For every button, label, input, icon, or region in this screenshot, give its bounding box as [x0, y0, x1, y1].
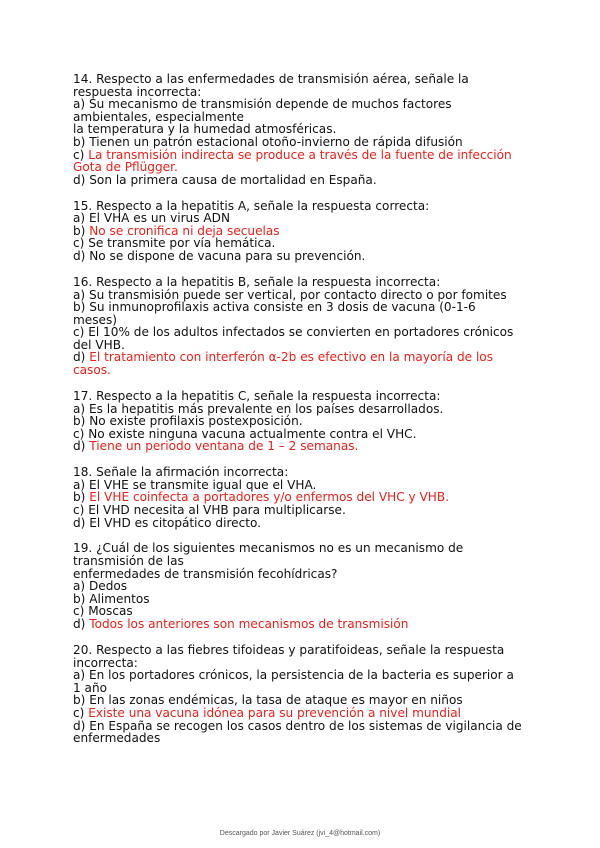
question-stem-line: 18. Señale la afirmación incorrecta: — [73, 465, 289, 480]
highlighted-answer: Tiene un periodo ventana de 1 – 2 semanas. — [89, 439, 359, 454]
question-line: meses) — [73, 312, 117, 327]
question-line: d) Son la primera causa de mortalidad en España. — [73, 172, 377, 187]
question-block — [73, 390, 533, 453]
question-block — [73, 644, 533, 745]
question-line: b) Su inmunoprofilaxis activa consiste en 3 dosis de vacuna (0-1-6 — [73, 300, 476, 315]
question-line: b) Alimentos — [73, 591, 150, 606]
highlighted-answer: El VHE coinfecta a portadores y/o enfermos del VHC y VHB. — [89, 490, 450, 505]
answer-letter: d) — [73, 350, 90, 365]
question-block — [73, 200, 533, 263]
question-line: enfermedades — [73, 731, 161, 746]
download-footer: Descargado por Javier Suárez (jvi_4@hotmail.com) — [219, 830, 381, 837]
question-line: respuesta incorrecta: — [73, 84, 202, 99]
question-block — [73, 542, 533, 630]
question-line: b) No existe profilaxis postexposición. — [73, 414, 303, 429]
question-block — [73, 73, 533, 186]
question-line: d) El VHD es citopático directo. — [73, 515, 262, 530]
question-line: c) El VHD necesita al VHB para multiplicarse. — [73, 503, 346, 517]
question-line: a) Su mecanismo de transmisión depende de muchos factores — [73, 97, 452, 112]
question-line: transmisión de las — [73, 554, 184, 569]
question-line — [73, 440, 533, 453]
question-block — [73, 466, 533, 529]
answer-letter: c) — [73, 147, 89, 162]
answer-letter: d) — [73, 439, 90, 454]
highlighted-answer: La transmisión indirecta se produce a través de la fuente de infección — [88, 147, 512, 162]
question-line: c) Moscas — [73, 604, 133, 619]
question-line: a) Dedos — [73, 579, 128, 594]
question-line: ambientales, especialmente — [73, 109, 244, 124]
question-line: c) El 10% de los adultos infectados se convierten en portadores crónicos — [73, 325, 514, 340]
answer-letter: c) — [73, 705, 89, 720]
question-line: a) En los portadores crónicos, la persistencia de la bacteria es superior a — [73, 668, 514, 683]
question-stem-line: 16. Respecto a la hepatitis B, señale la respuesta incorrecta: — [73, 274, 441, 289]
highlighted-answer: No se cronifica ni deja secuelas — [89, 223, 280, 238]
question-stem-line: 20. Respecto a las fiebres tifoideas y paratifoideas, señale la respuesta — [73, 642, 505, 657]
question-stem-line: 15. Respecto a la hepatitis A, señale la respuesta correcta: — [73, 198, 430, 213]
question-line: incorrecta: — [73, 655, 138, 670]
answer-letter: d) — [73, 617, 90, 632]
question-line: a) Es la hepatitis más prevalente en los países desarrollados. — [73, 401, 444, 416]
question-line: a) El VHE se transmite igual que el VHA. — [73, 477, 317, 492]
question-line: c) No existe ninguna vacuna actualmente contra el VHC. — [73, 426, 417, 441]
question-line: b) En las zonas endémicas, la tasa de ataque es mayor en niños — [73, 693, 463, 708]
question-stem-line: 19. ¿Cuál de los siguientes mecanismos no es un mecanismo de — [73, 541, 464, 556]
question-line: b) Tienen un patrón estacional otoño-invierno de rápida difusión — [73, 134, 463, 149]
question-list — [73, 73, 533, 758]
question-line: d) En España se recogen los casos dentro de los sistemas de vigilancia de — [73, 718, 522, 733]
question-line — [73, 351, 533, 364]
question-line: del VHB. — [73, 337, 125, 352]
question-line: Gota de Pflügger. — [73, 160, 178, 175]
question-line: c) Se transmite por vía hemática. — [73, 236, 276, 251]
question-stem-line: 14. Respecto a las enfermedades de transmisión aérea, señale la — [73, 72, 469, 86]
question-line: a) Su transmisión puede ser vertical, por contacto directo o por fomites — [73, 287, 507, 302]
highlighted-answer: El tratamiento con interferón α-2b es efectivo en la mayoría de los — [89, 350, 494, 365]
highlighted-answer: Existe una vacuna idónea para su prevención a nivel mundial — [88, 705, 462, 720]
answer-letter: b) — [73, 490, 90, 505]
question-line: la temperatura y la humedad atmosféricas. — [73, 122, 337, 137]
question-stem-line: 17. Respecto a la hepatitis C, señale la respuesta incorrecta: — [73, 388, 441, 403]
question-line: d) No se dispone de vacuna para su prevención. — [73, 249, 366, 264]
question-line: a) El VHA es un virus ADN — [73, 211, 230, 226]
question-line: enfermedades de transmisión fecohídricas? — [73, 566, 338, 581]
question-line — [73, 707, 533, 720]
question-line — [73, 618, 533, 631]
question-line: 1 año — [73, 680, 108, 695]
question-block — [73, 276, 533, 377]
question-line: casos. — [73, 363, 111, 378]
answer-letter: b) — [73, 223, 90, 238]
highlighted-answer: Todos los anteriores son mecanismos de transmisión — [89, 617, 409, 632]
